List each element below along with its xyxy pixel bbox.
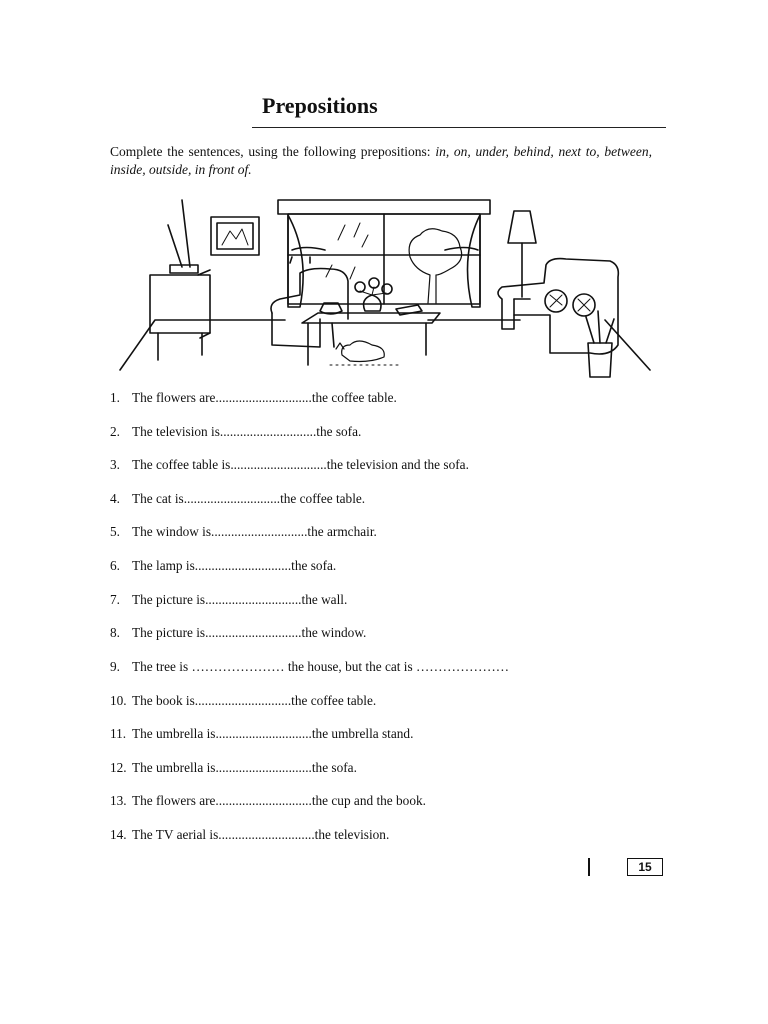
question-text: The umbrella is.............................the sofa. <box>132 760 357 775</box>
question-text: The picture is.............................the window. <box>132 625 367 640</box>
question-item <box>110 558 336 574</box>
instructions-lead: Complete the sentences, using the following prepositions: <box>110 144 436 159</box>
question-number: 13. <box>110 793 127 808</box>
question-text: The coffee table is.............................the television and the sofa. <box>132 457 469 472</box>
coffee-table-drawing <box>302 278 440 365</box>
page-title: Prepositions <box>262 93 378 118</box>
instructions <box>110 143 652 179</box>
question-number: 1. <box>110 390 120 405</box>
question-text: The picture is.............................the wall. <box>132 592 348 607</box>
armchair-drawing <box>271 257 348 347</box>
window-drawing <box>278 200 490 307</box>
question-text: The cat is.............................the coffee table. <box>132 491 366 506</box>
question-item <box>110 827 389 843</box>
question-item <box>110 390 397 406</box>
question-item <box>110 625 366 641</box>
question-number: 6. <box>110 558 120 573</box>
question-text: The television is.............................the sofa. <box>132 424 362 439</box>
question-text: The TV aerial is.............................the television. <box>132 827 390 842</box>
question-item <box>110 457 469 473</box>
question-number: 11. <box>110 726 127 741</box>
instructions-prepositions: in, on, under, behind, next to, between, inside, outside, in front of. <box>110 144 652 177</box>
question-item <box>110 424 361 440</box>
question-text: The window is.............................the armchair. <box>132 524 377 539</box>
umbrella-stand-drawing <box>586 311 614 377</box>
question-number: 4. <box>110 491 120 506</box>
question-item <box>110 726 413 742</box>
page-number: 15 <box>627 858 663 876</box>
cat-drawing <box>330 341 400 365</box>
question-item <box>110 491 365 507</box>
question-number: 2. <box>110 424 120 439</box>
question-item <box>110 793 426 809</box>
question-number: 5. <box>110 524 120 539</box>
question-item <box>110 592 347 608</box>
question-item <box>110 524 377 540</box>
question-number: 12. <box>110 760 127 775</box>
question-item <box>110 693 376 709</box>
television-drawing <box>150 200 210 360</box>
question-item <box>110 760 357 776</box>
question-item <box>110 659 509 675</box>
title-underline <box>252 127 666 128</box>
question-number: 9. <box>110 659 120 674</box>
wall-picture-drawing <box>211 217 259 255</box>
question-text: The lamp is.............................the sofa. <box>132 558 337 573</box>
question-text: The book is.............................the coffee table. <box>132 693 377 708</box>
question-text: The flowers are.............................the coffee table. <box>132 390 397 405</box>
question-number: 7. <box>110 592 120 607</box>
question-number: 14. <box>110 827 127 842</box>
question-text: The flowers are.............................the cup and the book. <box>132 793 426 808</box>
question-number: 8. <box>110 625 120 640</box>
page-marker-bar <box>588 858 590 876</box>
question-number: 10. <box>110 693 127 708</box>
living-room-illustration <box>110 195 655 385</box>
question-number: 3. <box>110 457 120 472</box>
question-text: The umbrella is.............................the umbrella stand. <box>132 726 414 741</box>
question-text: The tree is ………………… the house, but the cat is ………………… <box>132 659 510 674</box>
